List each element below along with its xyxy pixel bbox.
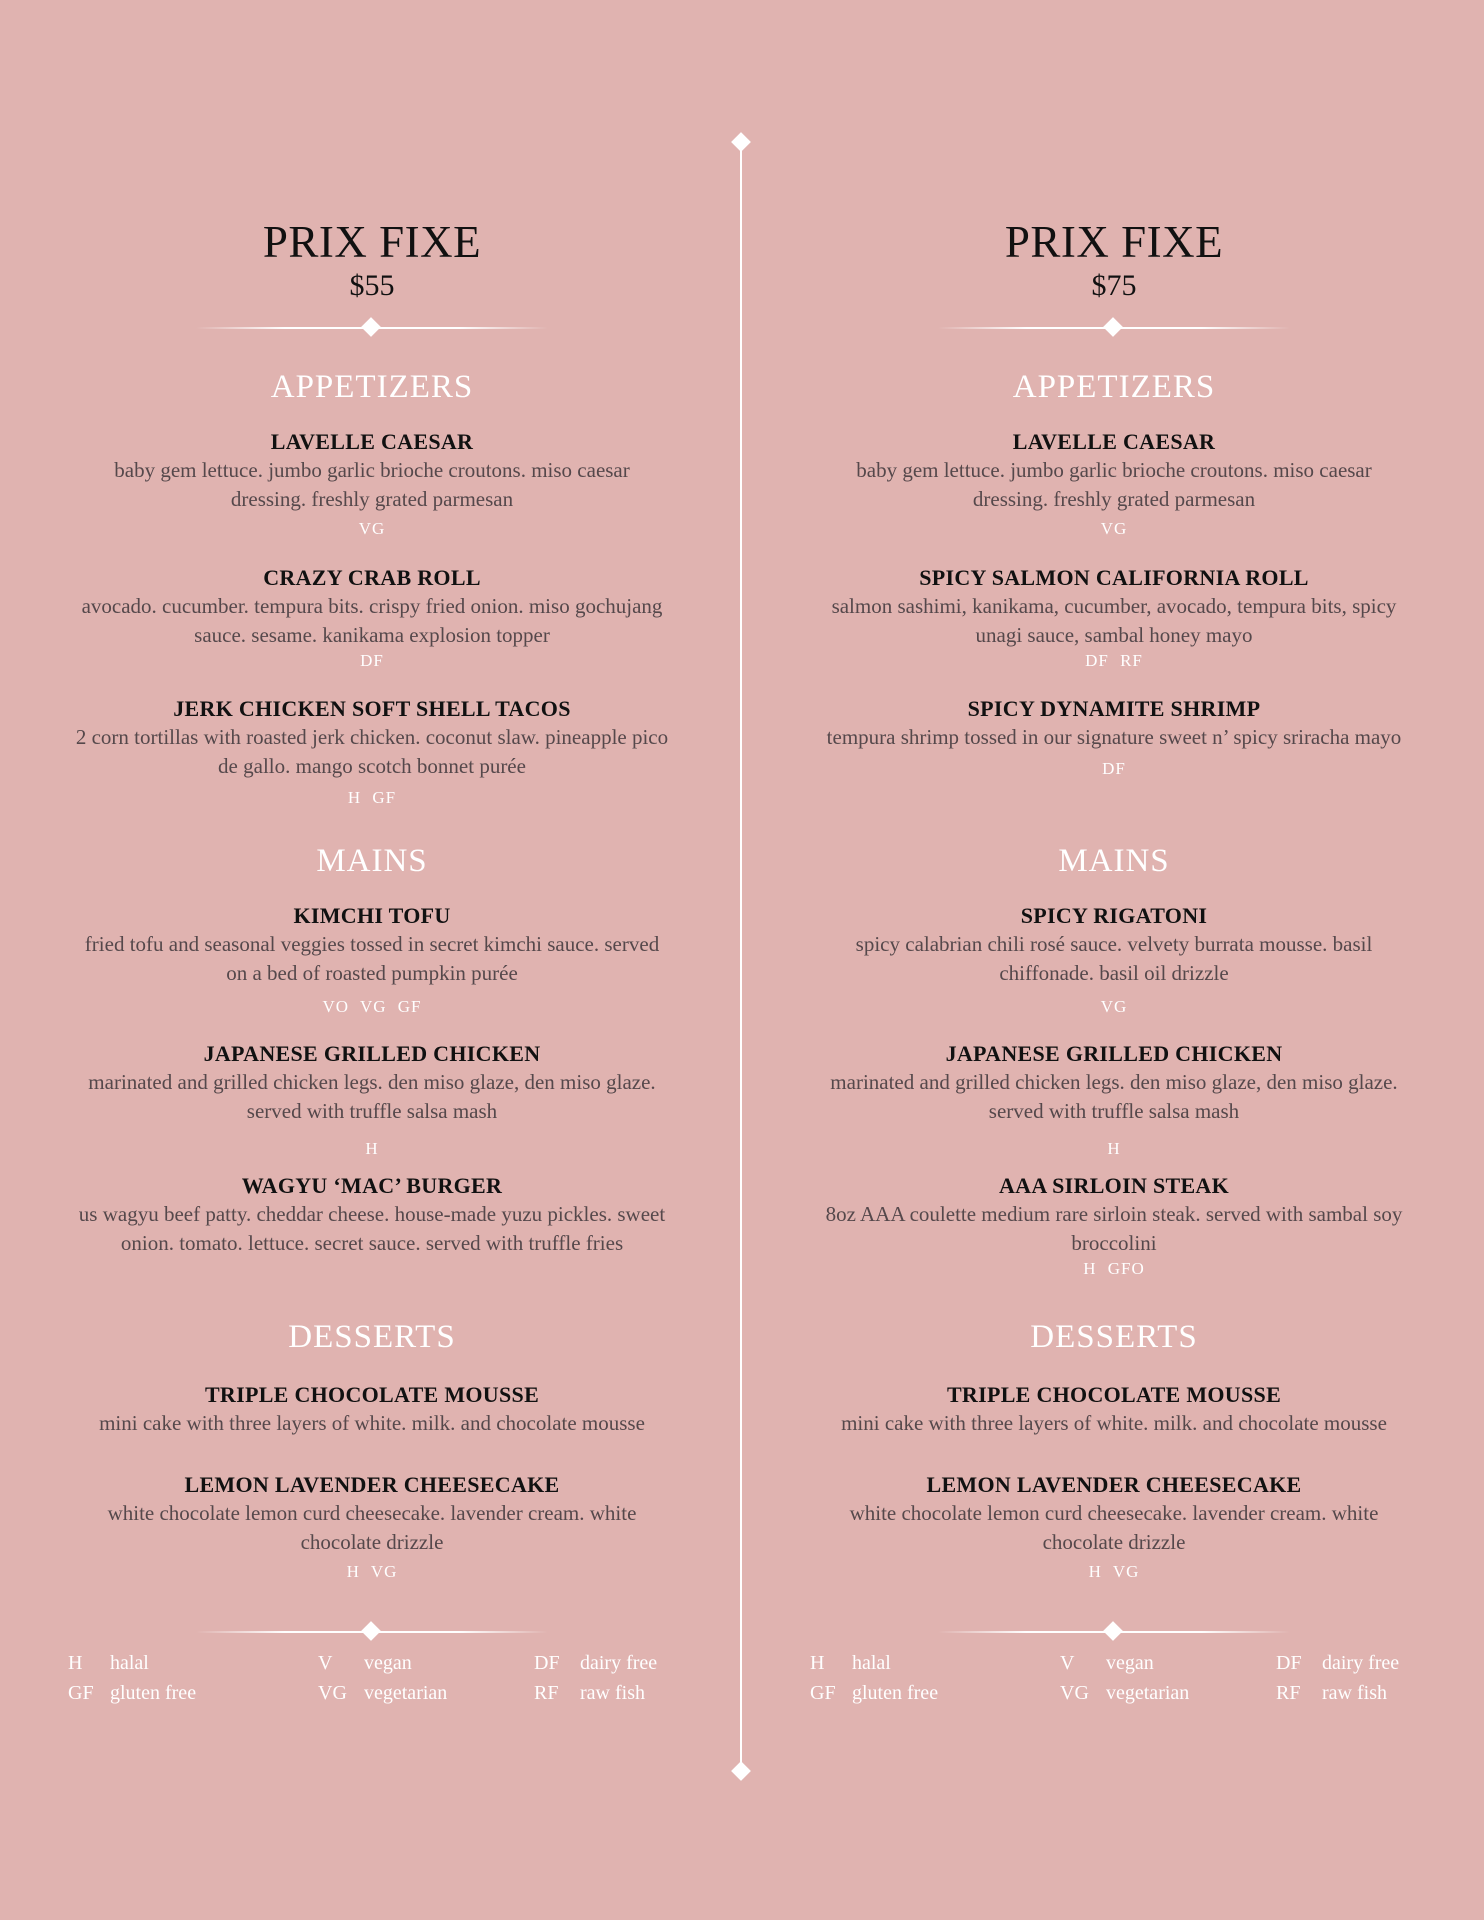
divider-bottom-diamond xyxy=(731,1761,751,1781)
menu-item xyxy=(52,428,692,540)
header-ornament xyxy=(196,318,548,338)
menu-item-description: white chocolate lemon curd cheesecake. lavender cream. white chocolate drizzle xyxy=(849,1501,1379,1554)
ornament-diamond xyxy=(1103,1621,1123,1641)
menu-column-75 xyxy=(794,0,1434,1920)
menu-item-name: SPICY SALMON CALIFORNIA ROLL xyxy=(919,565,1309,590)
menu-price: $55 xyxy=(349,269,395,302)
menu-item-description: salmon sashimi, kanikama, cucumber, avocado, tempura bits, spicy unagi sauce, sambal honey mayo xyxy=(831,594,1397,647)
dietary-tags: VG xyxy=(1100,519,1128,538)
section-heading-desserts: DESSERTS xyxy=(1030,1319,1198,1355)
menu-item-description: mini cake with three layers of white. milk. and chocolate mousse xyxy=(841,1411,1387,1435)
menu-item xyxy=(52,1172,692,1258)
menu-item xyxy=(794,902,1434,1018)
menu-item-name: CRAZY CRAB ROLL xyxy=(263,565,481,590)
legend-code: VG xyxy=(318,1682,347,1704)
legend-label: dairy free xyxy=(580,1652,658,1674)
menu-item-description: avocado. cucumber. tempura bits. crispy fried onion. miso gochujang sauce. sesame. kanikama explosion topper xyxy=(81,594,663,647)
menu-item-name: SPICY RIGATONI xyxy=(1020,903,1208,928)
dietary-tags: H GF xyxy=(347,788,397,807)
legend-code: V xyxy=(1060,1652,1075,1674)
dietary-tags: H GFO xyxy=(1083,1259,1145,1278)
menu-item xyxy=(52,1040,692,1160)
ornament-diamond xyxy=(361,317,381,337)
ornament-diamond xyxy=(361,1621,381,1641)
menu-item xyxy=(794,1040,1434,1160)
legend-label: gluten free xyxy=(110,1682,197,1704)
dietary-legend xyxy=(810,1648,1430,1708)
menu-item-name: LAVELLE CAESAR xyxy=(270,429,474,454)
menu-item-name: AAA SIRLOIN STEAK xyxy=(998,1173,1230,1198)
menu-item-name: LAVELLE CAESAR xyxy=(1012,429,1216,454)
legend-code: GF xyxy=(810,1682,836,1704)
legend-code: RF xyxy=(1276,1682,1301,1704)
legend-code: V xyxy=(318,1652,333,1674)
menu-item-description: fried tofu and seasonal veggies tossed in secret kimchi sauce. served on a bed of roasted pumpkin purée xyxy=(84,932,660,985)
dietary-tags: H VG xyxy=(346,1562,398,1581)
legend-label: gluten free xyxy=(852,1682,939,1704)
legend-label: vegan xyxy=(1106,1652,1154,1674)
legend-label: raw fish xyxy=(1322,1682,1387,1704)
menu-item-description: 8oz AAA coulette medium rare sirloin steak. served with sambal soy broccolini xyxy=(825,1202,1403,1255)
legend-label: vegetarian xyxy=(364,1682,448,1704)
section-heading-mains: MAINS xyxy=(316,843,428,879)
legend-row xyxy=(68,1678,688,1708)
menu-price: $75 xyxy=(1091,269,1137,302)
legend-label: raw fish xyxy=(580,1682,645,1704)
menu-item-description: baby gem lettuce. jumbo garlic brioche croutons. miso caesar dressing. freshly grated parmesan xyxy=(114,458,630,511)
footer-ornament xyxy=(196,1622,548,1642)
menu-column-55 xyxy=(52,0,692,1920)
divider-top-diamond xyxy=(731,132,751,152)
legend-row xyxy=(810,1678,1430,1708)
menu-item-name: JAPANESE GRILLED CHICKEN xyxy=(203,1041,541,1066)
menu-item xyxy=(794,1172,1434,1280)
dietary-tags: VG xyxy=(358,519,386,538)
menu-item-name: TRIPLE CHOCOLATE MOUSSE xyxy=(204,1382,540,1407)
legend-label: halal xyxy=(110,1652,149,1674)
menu-title: PRIX FIXE xyxy=(1004,217,1224,267)
menu-item xyxy=(794,695,1434,780)
menu-item-name: JAPANESE GRILLED CHICKEN xyxy=(945,1041,1283,1066)
menu-item-name: JERK CHICKEN SOFT SHELL TACOS xyxy=(173,696,571,721)
ornament-diamond xyxy=(1103,317,1123,337)
menu-item xyxy=(52,1471,692,1583)
dietary-tags: DF xyxy=(360,651,384,670)
menu-title: PRIX FIXE xyxy=(262,217,482,267)
menu-item-name: TRIPLE CHOCOLATE MOUSSE xyxy=(946,1382,1282,1407)
legend-code: VG xyxy=(1060,1682,1089,1704)
section-heading-appetizers: APPETIZERS xyxy=(270,369,474,405)
menu-item-name: LEMON LAVENDER CHEESECAKE xyxy=(926,1472,1302,1497)
legend-label: halal xyxy=(852,1652,891,1674)
menu-item-description: baby gem lettuce. jumbo garlic brioche croutons. miso caesar dressing. freshly grated parmesan xyxy=(856,458,1372,511)
menu-item-name: SPICY DYNAMITE SHRIMP xyxy=(967,696,1261,721)
menu-item xyxy=(52,902,692,1018)
menu-item-description: 2 corn tortillas with roasted jerk chicken. coconut slaw. pineapple pico de gallo. mango scotch bonnet purée xyxy=(75,725,669,778)
menu-item xyxy=(794,428,1434,540)
dietary-tags: VG xyxy=(1100,997,1128,1016)
menu-item-description: marinated and grilled chicken legs. den miso glaze, den miso glaze. served with truffle salsa mash xyxy=(830,1070,1398,1123)
legend-row xyxy=(810,1648,1430,1678)
menu-item xyxy=(794,1471,1434,1583)
menu-item-description: us wagyu beef patty. cheddar cheese. house-made yuzu pickles. sweet onion. tomato. lettuce. secret sauce. served with truffle fries xyxy=(78,1202,666,1255)
center-divider xyxy=(740,142,742,1772)
dietary-legend xyxy=(68,1648,688,1708)
menu-item xyxy=(52,695,692,809)
menu-item-description: tempura shrimp tossed in our signature sweet n’ spicy sriracha mayo xyxy=(826,725,1402,749)
legend-code: GF xyxy=(68,1682,94,1704)
dietary-tags: H xyxy=(365,1139,379,1158)
menu-item-name: WAGYU ‘MAC’ BURGER xyxy=(241,1173,503,1198)
legend-label: vegetarian xyxy=(1106,1682,1190,1704)
dietary-tags: VO VG GF xyxy=(322,997,422,1016)
legend-code: H xyxy=(810,1652,825,1674)
legend-label: vegan xyxy=(364,1652,412,1674)
legend-code: H xyxy=(68,1652,83,1674)
menu-item-name: KIMCHI TOFU xyxy=(293,903,451,928)
dietary-tags: H xyxy=(1107,1139,1121,1158)
menu-item-description: mini cake with three layers of white. milk. and chocolate mousse xyxy=(99,1411,645,1435)
legend-code: DF xyxy=(534,1652,560,1674)
menu-item-description: white chocolate lemon curd cheesecake. lavender cream. white chocolate drizzle xyxy=(107,1501,637,1554)
legend-code: RF xyxy=(534,1682,559,1704)
menu-item-name: LEMON LAVENDER CHEESECAKE xyxy=(184,1472,560,1497)
dietary-tags: H VG xyxy=(1088,1562,1140,1581)
menu-item-description: marinated and grilled chicken legs. den miso glaze, den miso glaze. served with truffle salsa mash xyxy=(88,1070,656,1123)
menu-item xyxy=(794,1381,1434,1438)
dietary-tags: DF RF xyxy=(1085,651,1143,670)
dietary-tags: DF xyxy=(1102,759,1126,778)
section-heading-appetizers: APPETIZERS xyxy=(1012,369,1216,405)
legend-code: DF xyxy=(1276,1652,1302,1674)
header-ornament xyxy=(938,318,1290,338)
footer-ornament xyxy=(938,1622,1290,1642)
section-heading-desserts: DESSERTS xyxy=(288,1319,456,1355)
menu-item xyxy=(794,564,1434,672)
legend-row xyxy=(68,1648,688,1678)
menu-item xyxy=(52,564,692,672)
legend-label: dairy free xyxy=(1322,1652,1400,1674)
menu-item-description: spicy calabrian chili rosé sauce. velvety burrata mousse. basil chiffonade. basil oil drizzle xyxy=(855,932,1373,985)
menu-item xyxy=(52,1381,692,1438)
section-heading-mains: MAINS xyxy=(1058,843,1170,879)
